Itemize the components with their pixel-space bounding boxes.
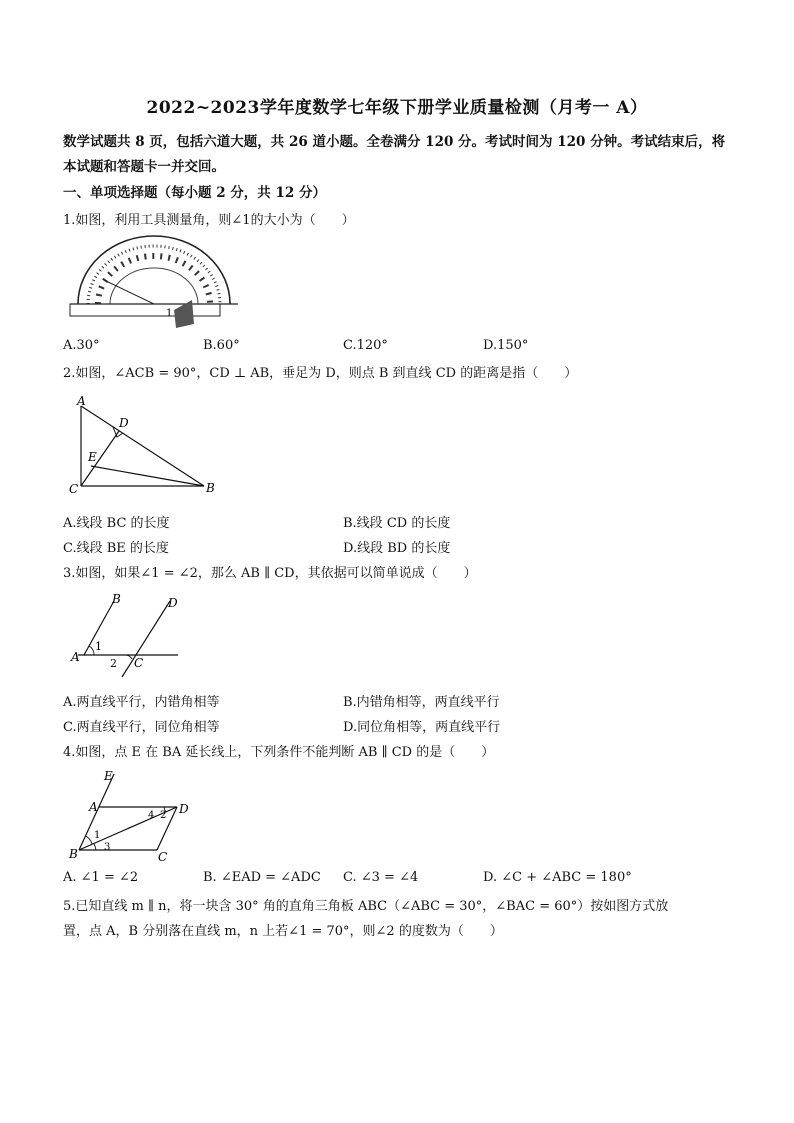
q3-option-a: A.两直线平行，内错角相等: [63, 695, 220, 710]
q4-option-a: A. ∠1 = ∠2: [63, 870, 139, 885]
q2-option-c: C.线段 BE 的长度: [63, 541, 169, 556]
question-5-stem-line-2: 置，点 A，B 分别落在直线 m，n 上若∠1 = 70°，则∠2 的度数为（ ）: [63, 924, 503, 939]
point-a-label: A: [71, 650, 80, 664]
protractor-ray: [104, 280, 154, 304]
section-heading: 一、单项选择题（每小题 2 分，共 12 分）: [63, 185, 326, 201]
question-4-figure: [64, 766, 194, 864]
protractor-numbers: [98, 256, 210, 304]
angle-1-label: 1: [95, 640, 102, 653]
q2-option-d: D.线段 BD 的长度: [343, 541, 451, 556]
point-b-label: B: [112, 592, 121, 606]
q4-option-d: D. ∠C + ∠ABC = 180°: [483, 870, 632, 885]
q3-option-c: C.两直线平行，同位角相等: [63, 720, 220, 735]
point-c-label: C: [69, 482, 79, 496]
angle-1-label: 1: [94, 830, 101, 841]
point-b-label: B: [69, 847, 78, 861]
point-a-label: A: [89, 800, 98, 814]
angle-2-label: 2: [160, 810, 167, 821]
point-d-label: D: [168, 596, 178, 610]
question-2-stem: 2.如图，∠ACB = 90°，CD ⊥ AB，垂足为 D，则点 B 到直线 CD 的距离是指（ ）: [63, 366, 578, 381]
angle-3-label: 3: [104, 842, 111, 853]
q4-option-b: B. ∠EAD = ∠ADC: [203, 870, 321, 885]
q3-option-d: D.同位角相等，两直线平行: [343, 720, 501, 735]
point-d-label: D: [179, 802, 189, 816]
question-3-stem: 3.如图，如果∠1 = ∠2，那么 AB ∥ CD，其依据可以简单说成（ ）: [63, 566, 477, 581]
point-c-label: C: [134, 656, 144, 670]
point-c-label: C: [158, 850, 168, 864]
question-2-figure: [64, 393, 224, 499]
exam-instructions: 数学试题共 8 页，包括六道大题，共 26 道小题。全卷满分 120 分。考试时间为 120 分钟。考试结束后，将本试题和答题卡一并交回。: [63, 134, 726, 175]
question-5-stem-line-1: 5.已知直线 m ∥ n，将一块含 30° 角的直角三角板 ABC（∠ABC = 30°，∠BAC = 60°）按如图方式放: [63, 899, 669, 914]
angle-2-label: 2: [110, 657, 117, 670]
q2-option-b: B.线段 CD 的长度: [343, 516, 451, 531]
q3-option-b: B.内错角相等，两直线平行: [343, 695, 500, 710]
question-3-figure: [64, 591, 184, 683]
ruler: [70, 304, 220, 316]
q1-option-d: D.150°: [483, 338, 529, 353]
point-e-label: E: [104, 769, 113, 783]
q1-option-c: C.120°: [343, 338, 388, 353]
q2-option-a: A.线段 BC 的长度: [63, 516, 170, 531]
protractor-inner-arc: [110, 268, 198, 304]
point-e-label: E: [88, 450, 97, 464]
q1-option-b: B.60°: [203, 338, 240, 353]
q1-option-a: A.30°: [63, 338, 100, 353]
point-a-label: A: [77, 394, 86, 408]
angle-4-label: 4: [148, 810, 155, 821]
q4-option-c: C. ∠3 = ∠4: [343, 870, 419, 885]
point-d-label: D: [119, 416, 129, 430]
question-4-stem: 4.如图，点 E 在 BA 延长线上，下列条件不能判断 AB ∥ CD 的是（ ）: [63, 745, 495, 760]
page-title: 2022~2023学年度数学七年级下册学业质量检测（月考一 A）: [146, 98, 648, 118]
point-b-label: B: [206, 481, 215, 495]
question-1-figure: [64, 228, 244, 334]
question-1-stem: 1.如图，利用工具测量角，则∠1的大小为（ ）: [63, 213, 355, 228]
angle-1-label: 1: [166, 308, 173, 319]
